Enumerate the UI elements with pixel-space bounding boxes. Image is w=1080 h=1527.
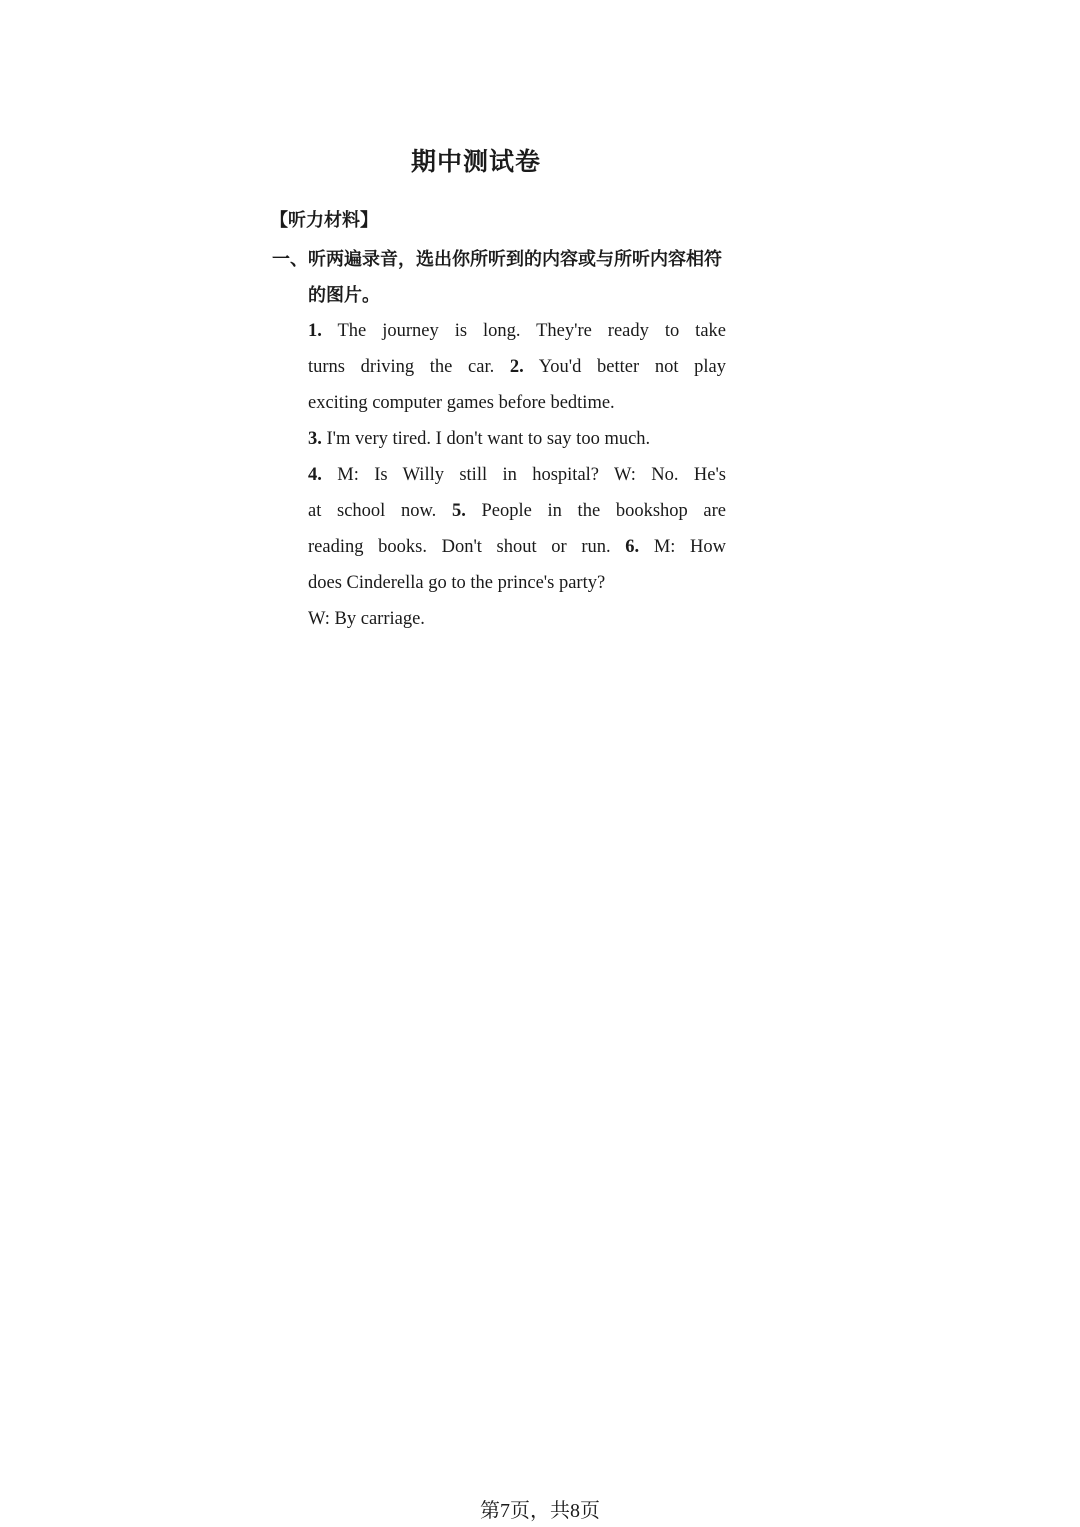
transcript-line-8: [308, 565, 726, 601]
question-4-text-b: at school now.: [308, 501, 437, 521]
part-instruction-text: 听两遍录音，选出你所听到的内容或与所听内容相符的图片。: [308, 249, 722, 306]
page-number-footer: 第7页，共8页: [480, 1500, 600, 1522]
question-number-1: 1.: [308, 321, 322, 341]
question-number-4: 4.: [308, 465, 322, 485]
question-5-text-a: People in the bookshop are: [481, 501, 726, 521]
question-4-text-a: M: Is Willy still in hospital? W: No. He's: [337, 465, 726, 485]
transcript-line-4: [308, 421, 726, 457]
question-1-text-b: turns driving the car.: [308, 357, 495, 377]
transcript-line-6: [308, 493, 726, 529]
question-2-text-b: exciting computer games before bedtime.: [308, 393, 615, 413]
section-label: 【听力材料】: [270, 210, 378, 231]
listening-transcript: [308, 313, 726, 637]
question-6-text-b: does Cinderella go to the prince's party?: [308, 573, 606, 593]
part-number: 一、: [272, 249, 308, 270]
question-1-text-a: The journey is long. They're ready to take: [337, 321, 726, 341]
question-5-text-b: reading books. Don't shout or run.: [308, 537, 611, 557]
part-instruction: [272, 242, 724, 314]
question-number-3: 3.: [308, 429, 322, 449]
transcript-line-3: [308, 385, 726, 421]
question-number-6: 6.: [625, 537, 640, 557]
page-title: 期中测试卷: [410, 147, 541, 176]
transcript-line-7: [308, 529, 726, 565]
question-3-text: I'm very tired. I don't want to say too much.: [326, 429, 651, 449]
transcript-line-2: [308, 349, 726, 385]
question-2-text-a: You'd better not play: [538, 357, 726, 377]
question-number-2: 2.: [509, 357, 524, 377]
transcript-line-1: [308, 313, 726, 349]
question-6-text-c: W: By carriage.: [308, 609, 425, 629]
transcript-line-9: [308, 601, 726, 637]
question-6-text-a: M: How: [653, 537, 726, 557]
question-number-5: 5.: [451, 501, 466, 521]
transcript-line-5: [308, 457, 726, 493]
